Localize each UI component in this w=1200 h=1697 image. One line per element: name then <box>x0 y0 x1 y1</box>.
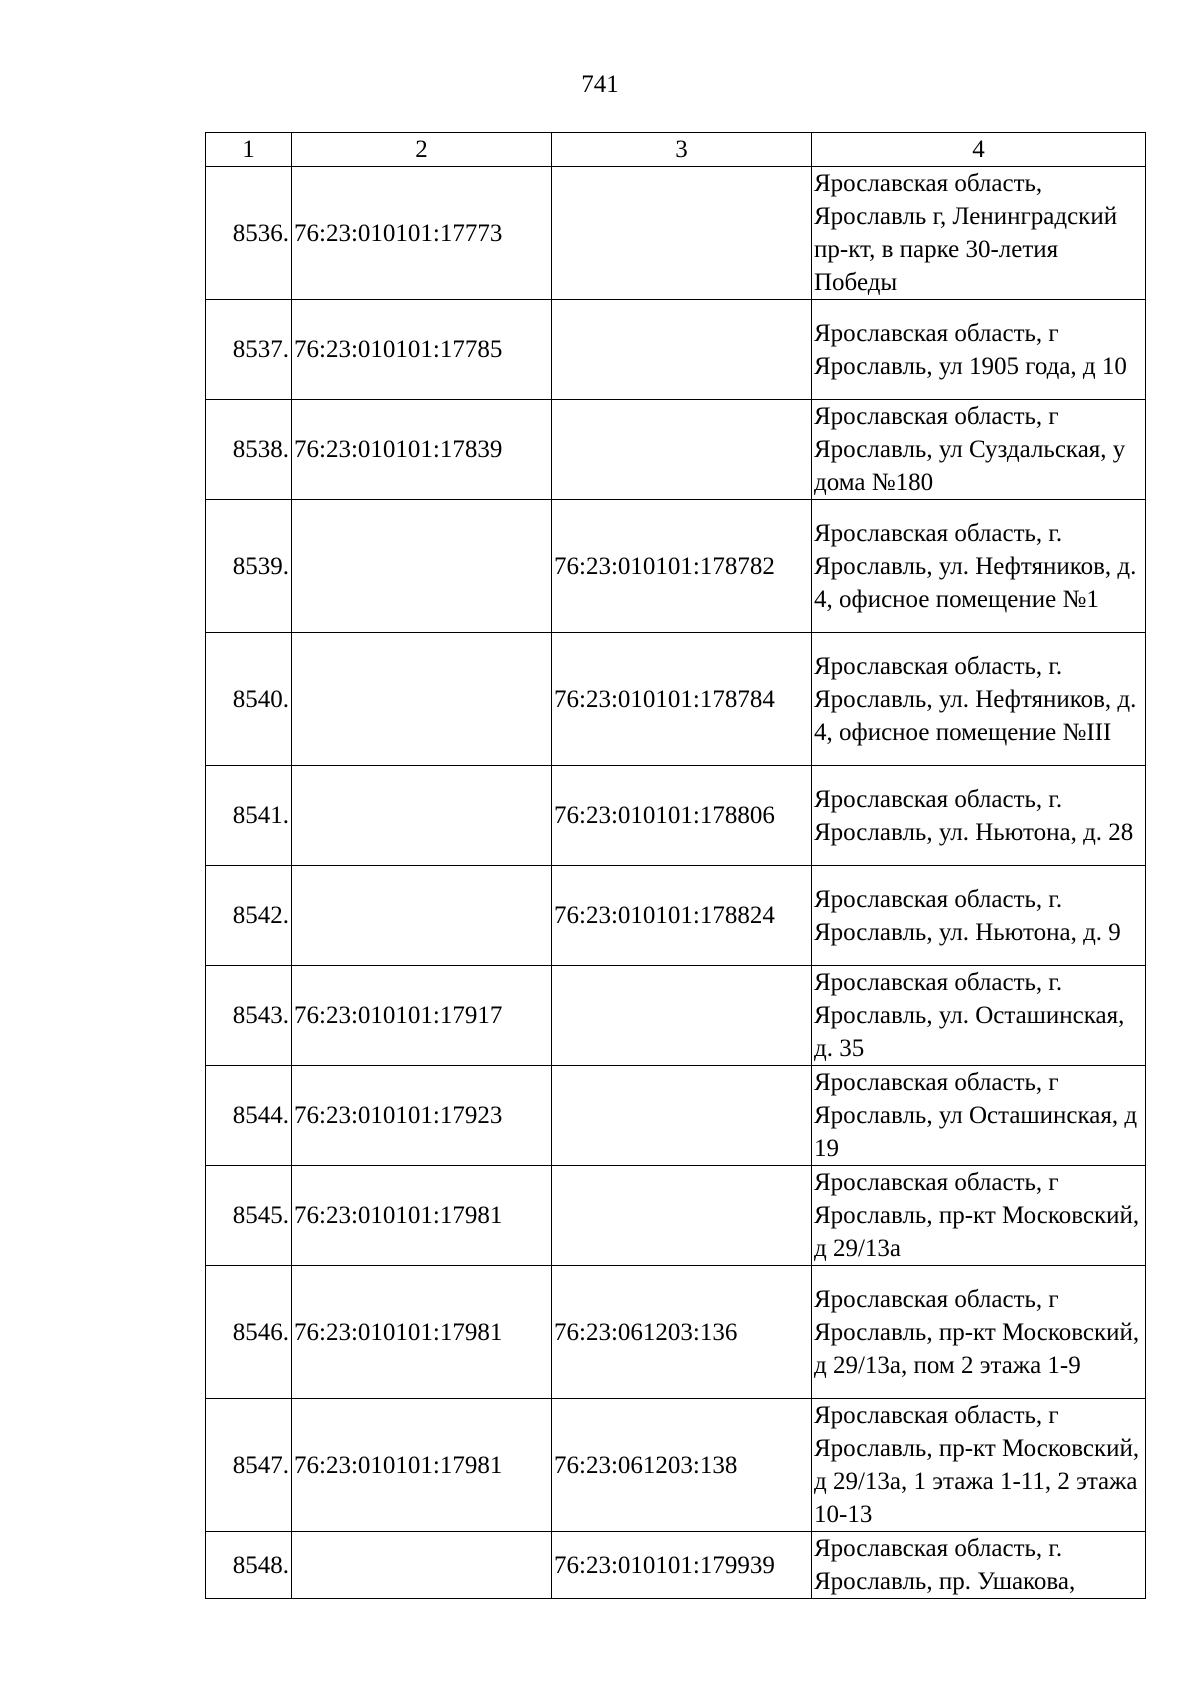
address-cell: Ярославская область, Ярославль г, Ленинградский пр-кт, в парке 30-летия Победы <box>812 167 1146 300</box>
cadastral-number-2-cell: 76:23:010101:178782 <box>552 500 812 633</box>
table-row <box>206 400 1146 500</box>
cadastral-number-2-cell: 76:23:010101:178784 <box>552 633 812 766</box>
address-cell: Ярославская область, г. Ярославль, пр. Ушакова, <box>812 1532 1146 1599</box>
cadastral-number-cell <box>292 766 552 866</box>
cadastral-number-cell: 76:23:010101:17981 <box>292 1266 552 1399</box>
cadastral-number-cell <box>292 866 552 966</box>
cadastral-number-2-cell <box>552 300 812 400</box>
row-number-cell: 8548. <box>206 1532 292 1599</box>
header-col-1: 1 <box>206 133 292 167</box>
registry-table <box>205 132 1146 1599</box>
table-row <box>206 1166 1146 1266</box>
row-number-cell: 8539. <box>206 500 292 633</box>
cadastral-number-cell: 76:23:010101:17839 <box>292 400 552 500</box>
cadastral-number-cell: 76:23:010101:17981 <box>292 1399 552 1532</box>
cadastral-number-cell: 76:23:010101:17785 <box>292 300 552 400</box>
row-number-cell: 8536. <box>206 167 292 300</box>
table-row <box>206 1066 1146 1166</box>
address-cell: Ярославская область, г Ярославль, ул Осташинская, д 19 <box>812 1066 1146 1166</box>
cadastral-number-cell: 76:23:010101:17917 <box>292 966 552 1066</box>
cadastral-number-2-cell <box>552 1066 812 1166</box>
address-cell: Ярославская область, г. Ярославль, ул. Осташинская, д. 35 <box>812 966 1146 1066</box>
row-number-cell: 8541. <box>206 766 292 866</box>
row-number-cell: 8547. <box>206 1399 292 1532</box>
cadastral-number-cell <box>292 500 552 633</box>
table-row <box>206 766 1146 866</box>
cadastral-number-cell: 76:23:010101:17773 <box>292 167 552 300</box>
table-row <box>206 966 1146 1066</box>
cadastral-number-cell: 76:23:010101:17923 <box>292 1066 552 1166</box>
cadastral-number-2-cell <box>552 400 812 500</box>
address-cell: Ярославская область, г. Ярославль, ул. Нефтяников, д. 4, офисное помещение №1 <box>812 500 1146 633</box>
row-number-cell: 8546. <box>206 1266 292 1399</box>
page-number: 741 <box>581 71 619 98</box>
row-number-cell: 8538. <box>206 400 292 500</box>
cadastral-number-2-cell: 76:23:010101:178824 <box>552 866 812 966</box>
row-number-cell: 8544. <box>206 1066 292 1166</box>
address-cell: Ярославская область, г Ярославль, ул 1905 года, д 10 <box>812 300 1146 400</box>
table-row <box>206 1399 1146 1532</box>
header-col-2: 2 <box>292 133 552 167</box>
row-number-cell: 8537. <box>206 300 292 400</box>
address-cell: Ярославская область, г Ярославль, ул Суздальская, у дома №180 <box>812 400 1146 500</box>
cadastral-number-2-cell: 76:23:061203:138 <box>552 1399 812 1532</box>
cadastral-number-2-cell: 76:23:010101:178806 <box>552 766 812 866</box>
row-number-cell: 8545. <box>206 1166 292 1266</box>
table-row <box>206 866 1146 966</box>
address-cell: Ярославская область, г Ярославль, пр-кт Московский, д 29/13а, 1 этажа 1-11, 2 этажа 10-13 <box>812 1399 1146 1532</box>
header-col-4: 4 <box>812 133 1146 167</box>
table-row <box>206 300 1146 400</box>
row-number-cell: 8540. <box>206 633 292 766</box>
address-cell: Ярославская область, г. Ярославль, ул. Нефтяников, д. 4, офисное помещение №III <box>812 633 1146 766</box>
cadastral-number-2-cell <box>552 167 812 300</box>
table-row <box>206 500 1146 633</box>
address-cell: Ярославская область, г. Ярославль, ул. Ньютона, д. 9 <box>812 866 1146 966</box>
address-cell: Ярославская область, г Ярославль, пр-кт Московский, д 29/13а <box>812 1166 1146 1266</box>
table-row <box>206 1532 1146 1599</box>
address-cell: Ярославская область, г Ярославль, пр-кт Московский, д 29/13а, пом 2 этажа 1-9 <box>812 1266 1146 1399</box>
row-number-cell: 8542. <box>206 866 292 966</box>
header-col-3: 3 <box>552 133 812 167</box>
cadastral-number-cell <box>292 633 552 766</box>
cadastral-number-2-cell <box>552 1166 812 1266</box>
address-cell: Ярославская область, г. Ярославль, ул. Ньютона, д. 28 <box>812 766 1146 866</box>
table-row <box>206 1266 1146 1399</box>
table-row <box>206 633 1146 766</box>
cadastral-number-cell <box>292 1532 552 1599</box>
cadastral-number-cell: 76:23:010101:17981 <box>292 1166 552 1266</box>
header-row <box>206 133 1146 167</box>
cadastral-number-2-cell: 76:23:061203:136 <box>552 1266 812 1399</box>
cadastral-number-2-cell: 76:23:010101:179939 <box>552 1532 812 1599</box>
table-row <box>206 167 1146 300</box>
row-number-cell: 8543. <box>206 966 292 1066</box>
cadastral-number-2-cell <box>552 966 812 1066</box>
